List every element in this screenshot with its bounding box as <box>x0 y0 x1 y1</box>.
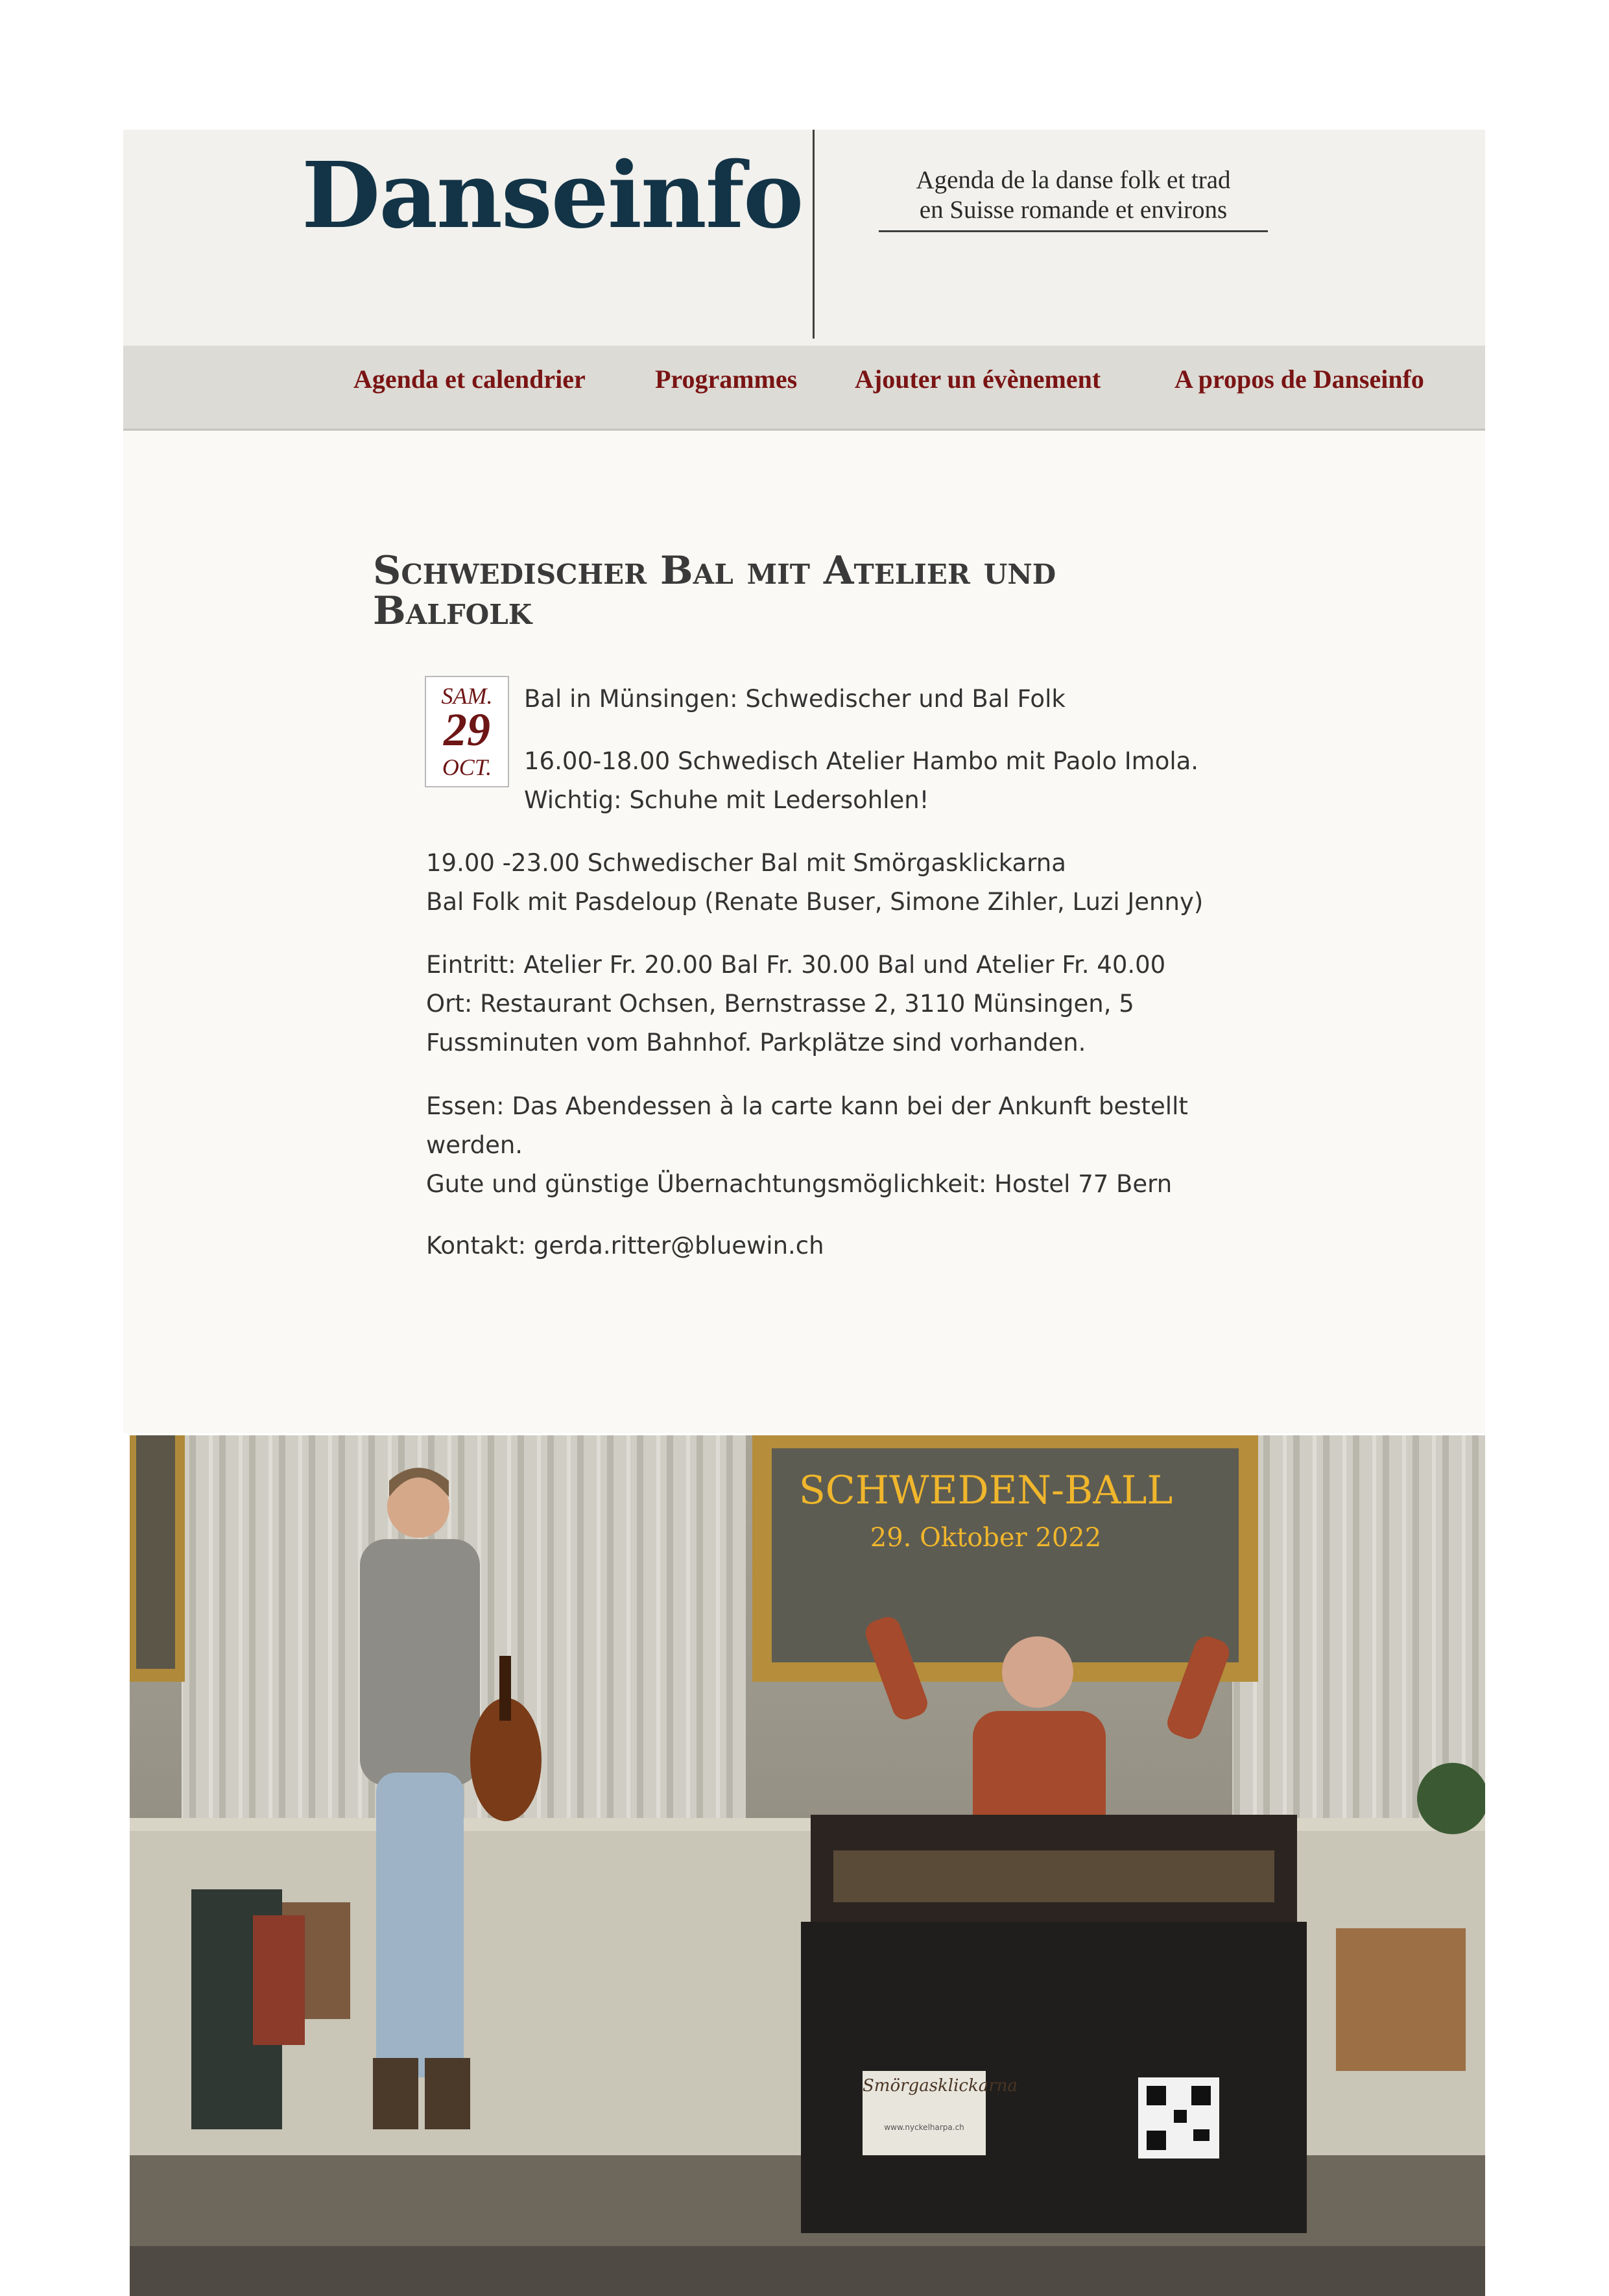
event-line: Essen: Das Abendessen à la carte kann bei der Ankunft bestellt <box>426 1092 1188 1120</box>
date-day: 29 <box>444 704 490 756</box>
event-line: 16.00-18.00 Schwedisch Atelier Hambo mit Paolo Imola. <box>524 747 1199 775</box>
event-line: 19.00 -23.00 Schwedischer Bal mit Smörgasklickarna <box>426 849 1066 877</box>
nav-agenda[interactable]: Agenda et calendrier <box>353 365 586 394</box>
event-title <box>373 548 1281 634</box>
tagline-line-2: en Suisse romande et environs <box>919 196 1228 224</box>
date-badge <box>425 676 509 787</box>
event-line: Fussminuten vom Bahnhof. Parkplätze sind vorhanden. <box>426 1029 1086 1057</box>
band-sign-url: www.nyckelharpa.ch <box>884 2123 964 2132</box>
page <box>123 130 1485 2166</box>
nav-programmes[interactable]: Programmes <box>655 365 798 394</box>
event-title-line-1: Schwedischer Bal mit Atelier und <box>373 548 1056 593</box>
event-line: Ort: Restaurant Ochsen, Bernstrasse 2, 3110 Münsingen, 5 <box>426 990 1134 1018</box>
event-content <box>123 431 1485 1433</box>
header-divider <box>813 130 815 339</box>
site-tagline <box>879 165 1268 232</box>
event-title-line-2: Balfolk <box>373 588 532 634</box>
date-weekday: SAM. <box>441 683 493 709</box>
event-contact: Kontakt: gerda.ritter@bluewin.ch <box>426 1232 824 1260</box>
site-header <box>123 130 1485 346</box>
photo-date: 29. Oktober 2022 <box>870 1523 1102 1553</box>
event-line: Bal in Münsingen: Schwedischer und Bal Folk <box>524 685 1066 713</box>
tagline-line-1: Agenda de la danse folk et trad <box>916 166 1231 194</box>
site-logo[interactable]: Danseinfo <box>302 143 803 249</box>
event-line: Wichtig: Schuhe mit Ledersohlen! <box>524 786 929 814</box>
nav-about[interactable]: A propos de Danseinfo <box>1174 365 1424 394</box>
photo-title: SCHWEDEN-BALL <box>798 1468 1173 1513</box>
band-sign-label: Smörgasklickarna <box>863 2076 1018 2096</box>
event-line: werden. <box>426 1131 523 1159</box>
event-photo <box>130 1435 1485 2296</box>
main-nav <box>123 346 1485 431</box>
nav-add-event[interactable]: Ajouter un évènement <box>855 365 1101 394</box>
date-month: OCT. <box>442 754 492 780</box>
event-line: Eintritt: Atelier Fr. 20.00 Bal Fr. 30.00 Bal und Atelier Fr. 40.00 <box>426 951 1166 979</box>
event-photo-scene <box>130 1435 1485 2296</box>
event-line: Bal Folk mit Pasdeloup (Renate Buser, Simone Zihler, Luzi Jenny) <box>426 888 1204 916</box>
event-line: Gute und günstige Übernachtungsmöglichkeit: Hostel 77 Bern <box>426 1170 1173 1198</box>
